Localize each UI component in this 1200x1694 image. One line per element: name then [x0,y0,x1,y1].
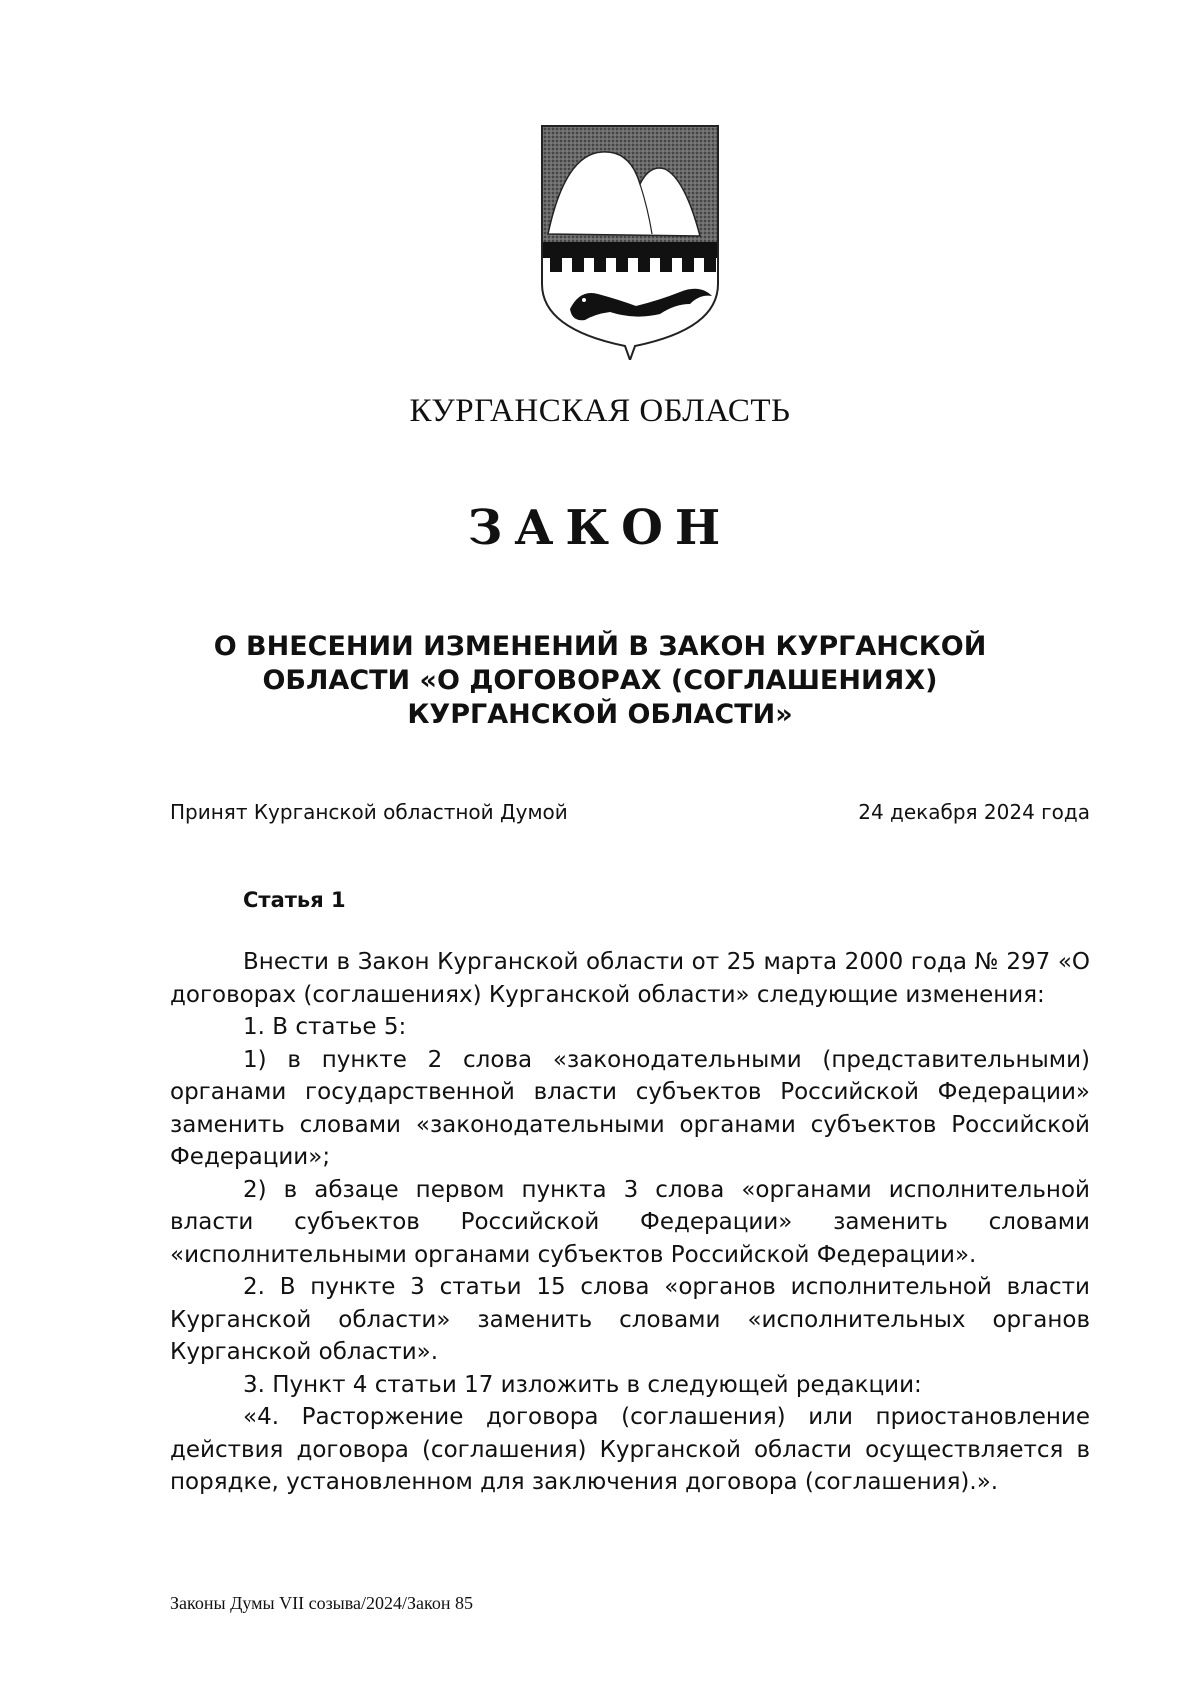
coat-of-arms-icon [540,124,720,360]
article-body [170,946,1090,1499]
adopted-date: 24 декабря 2024 года [858,800,1090,824]
article-heading: Статья 1 [243,888,346,912]
law-title [150,630,1050,732]
paragraph: 2) в абзаце первом пункта 3 слова «органами исполнительной власти субъектов Российской Федерации» заменить словами «исполнительными органами субъектов Российской Федерации». [170,1176,1090,1268]
paragraph: 1. В статье 5: [243,1014,407,1040]
paragraph: 2. В пункте 3 статьи 15 слова «органов исполнительной власти Курганской области» заменить словами «исполнительных органов Курганской области». [170,1274,1090,1365]
document-type: ЗАКОН [467,500,733,556]
paragraph: 1) в пункте 2 слова «законодательными (представительными) органами государственной власти субъектов Российской Федерации» заменить словами «законодательными органами субъектов Российской Федерации»; [170,1046,1090,1170]
adopted-by: Принят Курганской областной Думой [170,800,568,824]
paragraph: «4. Расторжение договора (соглашения) или приостановление действия договора (соглашения) Курганской области осуществляется в порядке, установленном для заключения договора (соглашения).». [170,1404,1090,1495]
law-title-line-2: ОБЛАСТИ «О ДОГОВОРАХ (СОГЛАШЕНИЯХ) [262,665,938,696]
paragraph: 3. Пункт 4 статьи 17 изложить в следующей редакции: [243,1371,922,1398]
law-title-line-3: КУРГАНСКОЙ ОБЛАСТИ» [407,699,793,730]
footer-reference: Законы Думы VII созыва/2024/Закон 85 [170,1593,473,1613]
adoption-line [170,800,1090,824]
region-name: КУРГАНСКАЯ ОБЛАСТЬ [409,393,791,429]
law-title-line-1: О ВНЕСЕНИИ ИЗМЕНЕНИЙ В ЗАКОН КУРГАНСКОЙ [213,631,987,662]
paragraph: Внести в Закон Курганской области от 25 марта 2000 года № 297 «О договорах (соглашениях) Курганской области» следующие изменения: [170,949,1090,1008]
